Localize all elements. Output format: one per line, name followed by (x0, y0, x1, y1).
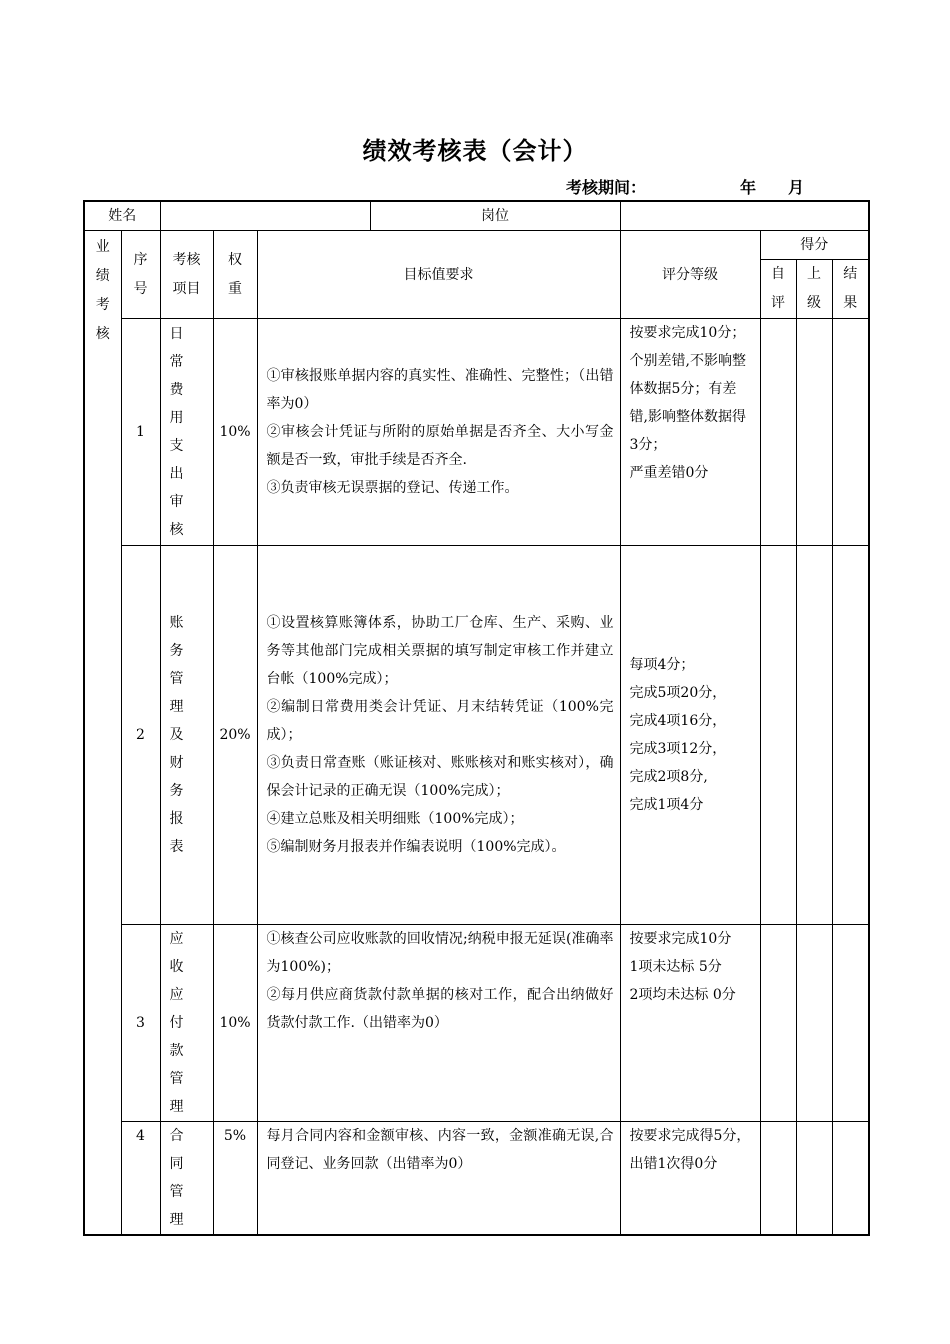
table-row (84, 925, 869, 1122)
cell-line: ②编制日常费用类会计凭证、月末结转凭证（100%完成）； (266, 699, 614, 743)
col-header-weight: 权 重 (213, 231, 257, 319)
cell-line: 完成5项20分， (629, 685, 727, 701)
row-weight: 10% (213, 925, 257, 1122)
row-target (257, 319, 620, 546)
col-header-seq: 序 号 (121, 231, 160, 319)
row-item (160, 546, 213, 925)
header-row (84, 231, 869, 260)
cell-line: 理 (169, 1099, 192, 1115)
cell-line: 日常 (169, 326, 192, 370)
self-eval-cell[interactable] (760, 319, 796, 546)
cell-line: 财务 (169, 755, 192, 799)
row-weight: 20% (213, 546, 257, 925)
cell-line: 完成1项4分 (629, 797, 704, 813)
name-field[interactable] (160, 201, 370, 231)
cell-line: 每项4分； (629, 657, 695, 673)
superior-cell[interactable] (796, 319, 832, 546)
cell-line: 款管 (169, 1043, 192, 1087)
self-eval-cell[interactable] (760, 546, 796, 925)
row-target (257, 546, 620, 925)
cell-line: 应收 (169, 931, 192, 975)
table-row (84, 1122, 869, 1236)
section-label-text: 业 绩 考 核 (95, 239, 110, 342)
row-seq: 4 (121, 1122, 160, 1236)
cell-line: 及 (169, 727, 192, 743)
self-eval-cell[interactable] (760, 1122, 796, 1236)
row-item (160, 1122, 213, 1236)
cell-line: 严重差错0分 (629, 465, 709, 481)
row-grading (620, 925, 760, 1122)
cell-line: 合同 (169, 1128, 192, 1172)
form-title: 绩效考核表（会计） (362, 137, 588, 165)
post-field[interactable] (620, 201, 869, 231)
col-header-result: 结 果 (832, 260, 869, 319)
name-label: 姓名 (84, 201, 160, 231)
col-header-target: 目标值要求 (257, 231, 620, 319)
result-cell[interactable] (832, 319, 869, 546)
cell-line: 按要求完成得5分，出错1次得0分 (629, 1128, 751, 1172)
period-year-label: 年 (740, 178, 757, 197)
row-weight: 5% (213, 1122, 257, 1236)
cell-line: 账务 (169, 615, 192, 659)
cell-line: 费用 (169, 382, 192, 426)
cell-line: 管理 (169, 1184, 192, 1228)
cell-line: 审核 (169, 494, 192, 538)
row-seq: 2 (121, 546, 160, 925)
cell-line: ①核查公司应收账款的回收情况;纳税申报无延误(准确率为100%)； (266, 931, 614, 975)
cell-line: 个别差错,不影响整体数据5分；有差错,影响整体数据得3分； (629, 353, 746, 453)
cell-line: ②审核会计凭证与所附的原始单据是否齐全、大小写金额是否一致，审批手续是否齐全. (266, 424, 614, 468)
cell-line: 2项均未达标 0分 (629, 987, 736, 1003)
result-cell[interactable] (832, 546, 869, 925)
cell-line: 完成4项16分， (629, 713, 727, 729)
row-seq: 3 (121, 925, 160, 1122)
cell-line: 按要求完成10分 (629, 931, 732, 947)
cell-line: 管理 (169, 671, 192, 715)
cell-line: ④建立总账及相关明细账（100%完成）； (266, 811, 524, 827)
cell-line: 每月合同内容和金额审核、内容一致，金额准确无误,合同登记、业务回款（出错率为0） (266, 1128, 614, 1172)
row-grading (620, 546, 760, 925)
result-cell[interactable] (832, 925, 869, 1122)
row-grading (620, 1122, 760, 1236)
cell-line: 按要求完成10分； (629, 325, 746, 341)
assessment-period (566, 175, 866, 197)
row-target (257, 1122, 620, 1236)
superior-cell[interactable] (796, 925, 832, 1122)
cell-line: ①审核报账单据内容的真实性、准确性、完整性；（出错率为0） (266, 368, 614, 412)
col-header-grading: 评分等级 (620, 231, 760, 319)
col-header-score: 得分 (760, 231, 869, 260)
name-row (84, 201, 869, 231)
period-label: 考核期间： (566, 178, 647, 197)
col-header-item: 考核 项目 (160, 231, 213, 319)
row-seq: 1 (121, 319, 160, 546)
table-row (84, 546, 869, 925)
row-item (160, 319, 213, 546)
cell-line: ⑤编制财务月报表并作编表说明（100%完成）。 (266, 839, 566, 855)
post-label: 岗位 (370, 201, 620, 231)
cell-line: 应付 (169, 987, 192, 1031)
assessment-table (83, 200, 870, 1236)
row-weight: 10% (213, 319, 257, 546)
cell-line: 完成3项12分， (629, 741, 727, 757)
superior-cell[interactable] (796, 1122, 832, 1236)
cell-line: ③负责日常查账（账证核对、账账核对和账实核对），确保会计记录的正确无误（100%完成）； (266, 755, 614, 799)
cell-line: 完成2项8分, (629, 769, 708, 785)
superior-cell[interactable] (796, 546, 832, 925)
row-item (160, 925, 213, 1122)
cell-line: ③负责审核无误票据的登记、传递工作。 (266, 480, 519, 496)
cell-line: 支出 (169, 438, 192, 482)
section-label-performance (84, 231, 121, 1236)
col-header-superior: 上 级 (796, 260, 832, 319)
period-month-label: 月 (788, 178, 805, 197)
table-row (84, 319, 869, 546)
row-target (257, 925, 620, 1122)
result-cell[interactable] (832, 1122, 869, 1236)
cell-line: ②每月供应商货款付款单据的核对工作，配合出纳做好货款付款工作.（出错率为0） (266, 987, 614, 1031)
cell-line: ①设置核算账簿体系，协助工厂仓库、生产、采购、业务等其他部门完成相关票据的填写制定审核工作并建立台帐（100%完成）； (266, 615, 614, 687)
cell-line: 1项未达标 5分 (629, 959, 722, 975)
col-header-self-eval: 自 评 (760, 260, 796, 319)
cell-line: 报表 (169, 811, 192, 855)
self-eval-cell[interactable] (760, 925, 796, 1122)
row-grading (620, 319, 760, 546)
